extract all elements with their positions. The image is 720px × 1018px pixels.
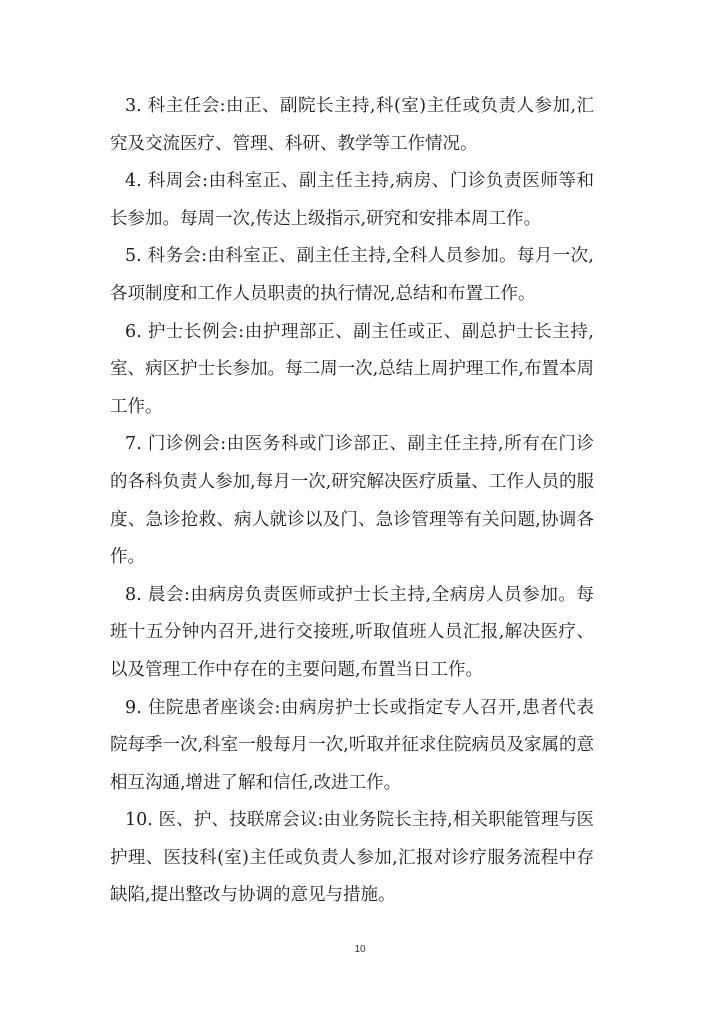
paragraph-line: 作。 (110, 547, 145, 568)
paragraph-line: 5. 科务会:由科室正、副主任主持,全科人员参加。每月一次, (125, 246, 594, 267)
paragraph-line: 4. 科周会:由科室正、副主任主持,病房、门诊负责医师等和 (125, 171, 594, 192)
paragraph-line: 8. 晨会:由病房负责医师或护士长主持,全病房人员参加。每 (125, 584, 594, 605)
paragraph-line: 的各科负责人参加,每月一次,研究解决医疗质量、工作人员的服 (110, 471, 594, 492)
paragraph-line: 10. 医、护、技联席会议:由业务院长主持,相关职能管理与医 (125, 810, 594, 831)
paragraph-line: 7. 门诊例会:由医务科或门诊部正、副主任主持,所有在门诊 (125, 434, 594, 455)
paragraph-line: 相互沟通,增进了解和信任,改进工作。 (110, 772, 402, 793)
paragraph-line: 室、病区护士长参加。每二周一次,总结上周护理工作,布置本周 (110, 359, 594, 380)
paragraph-line: 院每季一次,科室一般每月一次,听取并征求住院病员及家属的意 (110, 735, 594, 756)
paragraph-line: 各项制度和工作人员职责的执行情况,总结和布置工作。 (110, 283, 536, 304)
paragraph-line: 工作。 (110, 396, 163, 417)
paragraph-line: 6. 护士长例会:由护理部正、副主任或正、副总护士长主持, (125, 321, 594, 342)
paragraph (110, 163, 594, 238)
paragraph (110, 802, 594, 915)
page-number: 10 (354, 944, 366, 955)
paragraph (110, 314, 594, 427)
document-body (110, 88, 594, 915)
paragraph (110, 690, 594, 803)
paragraph-line: 究及交流医疗、管理、科研、教学等工作情况。 (110, 133, 478, 154)
paragraph (110, 88, 594, 163)
paragraph-line: 以及管理工作中存在的主要问题,布置当日工作。 (110, 659, 484, 680)
paragraph-line: 9. 住院患者座谈会:由病房护士长或指定专人召开,患者代表 (125, 697, 594, 718)
paragraph-line: 班十五分钟内召开,进行交接班,听取值班人员汇报,解决医疗、 (110, 622, 594, 643)
paragraph (110, 426, 594, 576)
paragraph-line: 护理、医技科(室)主任或负责人参加,汇报对诊疗服务流程中存 (110, 847, 594, 868)
paragraph-line: 长参加。每周一次,传达上级指示,研究和安排本周工作。 (110, 208, 542, 229)
paragraph-line: 度、急诊抢救、病人就诊以及门、急诊管理等有关问题,协调各 (110, 509, 594, 530)
paragraph (110, 238, 594, 313)
paragraph-line: 缺陷,提出整改与协调的意见与措施。 (110, 885, 396, 906)
paragraph-line: 3. 科主任会:由正、副院长主持,科(室)主任或负责人参加,汇 (125, 96, 594, 116)
paragraph (110, 577, 594, 690)
